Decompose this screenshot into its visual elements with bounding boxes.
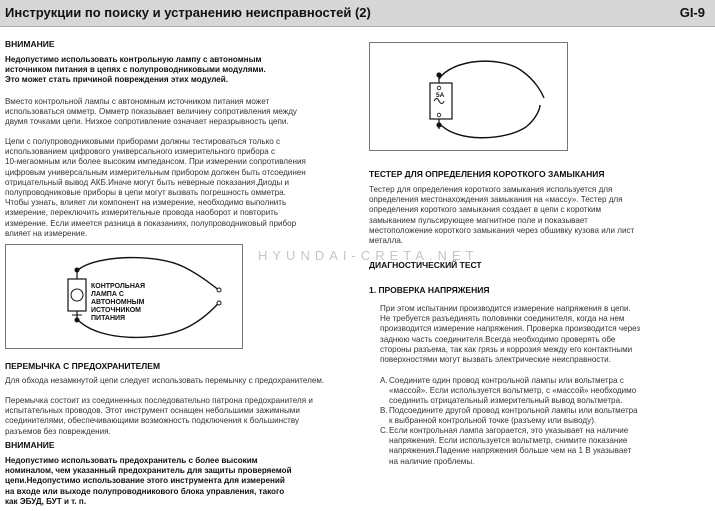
self-powered-test-lamp-diagram	[5, 244, 243, 349]
step-b: B. Подсоедините другой провод контрольной лампы или вольтметра к выбранной контрольной точке (разъему или выводу).	[380, 406, 638, 426]
ohmmeter-paragraph: Вместо контрольной лампы с автономным источником питания может использоваться омметр. Омметр показывает величину сопротивления между двумя точками цепи. Низкое сопротивление означает неразрывность цепи.	[5, 97, 297, 127]
warning2-heading: ВНИМАНИЕ	[5, 440, 55, 450]
short-tester-heading: ТЕСТЕР ДЛЯ ОПРЕДЕЛЕНИЯ КОРОТКОГО ЗАМЫКАНИЯ	[369, 169, 605, 179]
fuse-rating-label: 5A	[436, 92, 445, 99]
jumper-heading: ПЕРЕМЫЧКА С ПРЕДОХРАНИТЕЛЕМ	[5, 361, 161, 371]
voltage-check-heading: 1. ПРОВЕРКА НАПРЯЖЕНИЯ	[369, 285, 490, 295]
page-code: GI-9	[679, 5, 705, 20]
fused-jumper-diagram	[369, 42, 568, 151]
page-header	[0, 0, 715, 27]
upper-jumper-wire	[439, 61, 544, 98]
lower-terminal-dot	[75, 318, 80, 323]
upper-terminal-dot	[75, 268, 80, 273]
lower-jumper-wire	[439, 105, 540, 138]
warning2-text: Недопустимо использовать предохранитель с более высоким номиналом, чем указанный предохранитель для защиты проверяемой цепи.Недопустимо использование этого инструмента для измерений на входе или выходе полупроводникового блока управления, такого как ЭБУД, БУТ и т. п.	[5, 456, 292, 506]
watermark: HYUNDAI-CRETA.NET	[258, 248, 479, 263]
warning1-heading: ВНИМАНИЕ	[5, 39, 55, 49]
jumper-intro: Для обхода незамкнутой цепи следует использовать перемычку с предохранителем.	[5, 376, 325, 385]
diagnostic-test-heading: ДИАГНОСТИЧЕСКИЙ ТЕСТ	[369, 260, 482, 270]
warning1-text: Недопустимо использовать контрольную лампу с автономным источником питания в цепях с полупроводниковыми модулями. Это может стать причиной повреждения этих модулей.	[5, 55, 266, 85]
test-lamp-label: КОНТРОЛЬНАЯ ЛАМПА С АВТОНОМНЫМ ИСТОЧНИКОМ ПИТАНИЯ	[91, 283, 145, 322]
lamp-bulb-icon	[71, 289, 83, 301]
jumper-description: Перемычка состоит из соединенных последовательно патрона предохранителя и испытательных проводов. Этот инструмент оснащен небольшими зажимными соединителями, обеспечивающими возможность подключения к большинству разъемов без повреждения.	[5, 396, 313, 436]
probe-tip-upper	[217, 288, 221, 292]
fused-jumper-drawing	[370, 43, 567, 150]
jumper-upper-terminal	[436, 72, 441, 77]
step-a: A. Соедините один провод контрольной лампы или вольтметра с «массой». Если используется вольтметр, с «массой» необходимо соединить отрицательный измерительный вывод вольтметра.	[380, 376, 637, 406]
semiconductor-paragraph: Цепи с полупроводниковыми приборами должны тестироваться только с использованием цифрового универсального измерительного прибора с 10-мегаомным или более высоким импедансом. При измерении сопротивления цифровым универсальным измерительным прибором должен быть отсоединен отрицательный вывод АКБ.Иначе могут быть неверные показания.Диоды и полупроводниковые приборы в цепи могут вызвать погрешность омметра. Чтобы узнать, влияет ли компонент на измерение, необходимо выполнить измерение, переключить измерительные провода наоборот и повторить измерение. Если имеется разница в показаниях, полупроводниковый прибор влияет на измерение.	[5, 137, 306, 238]
jumper-lower-terminal	[436, 122, 441, 127]
page-title: Инструкции по поиску и устранению неисправностей (2)	[5, 5, 371, 20]
voltage-check-text: При этом испытании производится измерение напряжения в цепи. Не требуется разъединять половинки соединителя, когда на нем производится измерение напряжения. Проверка производится через заднюю часть соединителя.Всегда необходимо проверять обе стороны разъема, так как грязь и коррозия между его контактными поверхностями могут вызвать электрические неисправности.	[380, 304, 641, 365]
step-c: C. Если контрольная лампа загорается, это указывает на наличие напряжения. Если используется вольтметр, снимите показание напряжения.Падение напряжения больше чем на 1 В указывает на наличие проблемы.	[380, 426, 632, 466]
short-tester-text: Тестер для определения короткого замыкания используется для определения местонахождения замыкания на «массу». Тестер для определения короткого замыкания создает в цепи с коротким замыканием пульсирующее магнитное поле и показывает местоположение короткого замыкания через обшивку кузова или лист металла.	[369, 185, 635, 246]
probe-tip-lower	[217, 301, 221, 305]
